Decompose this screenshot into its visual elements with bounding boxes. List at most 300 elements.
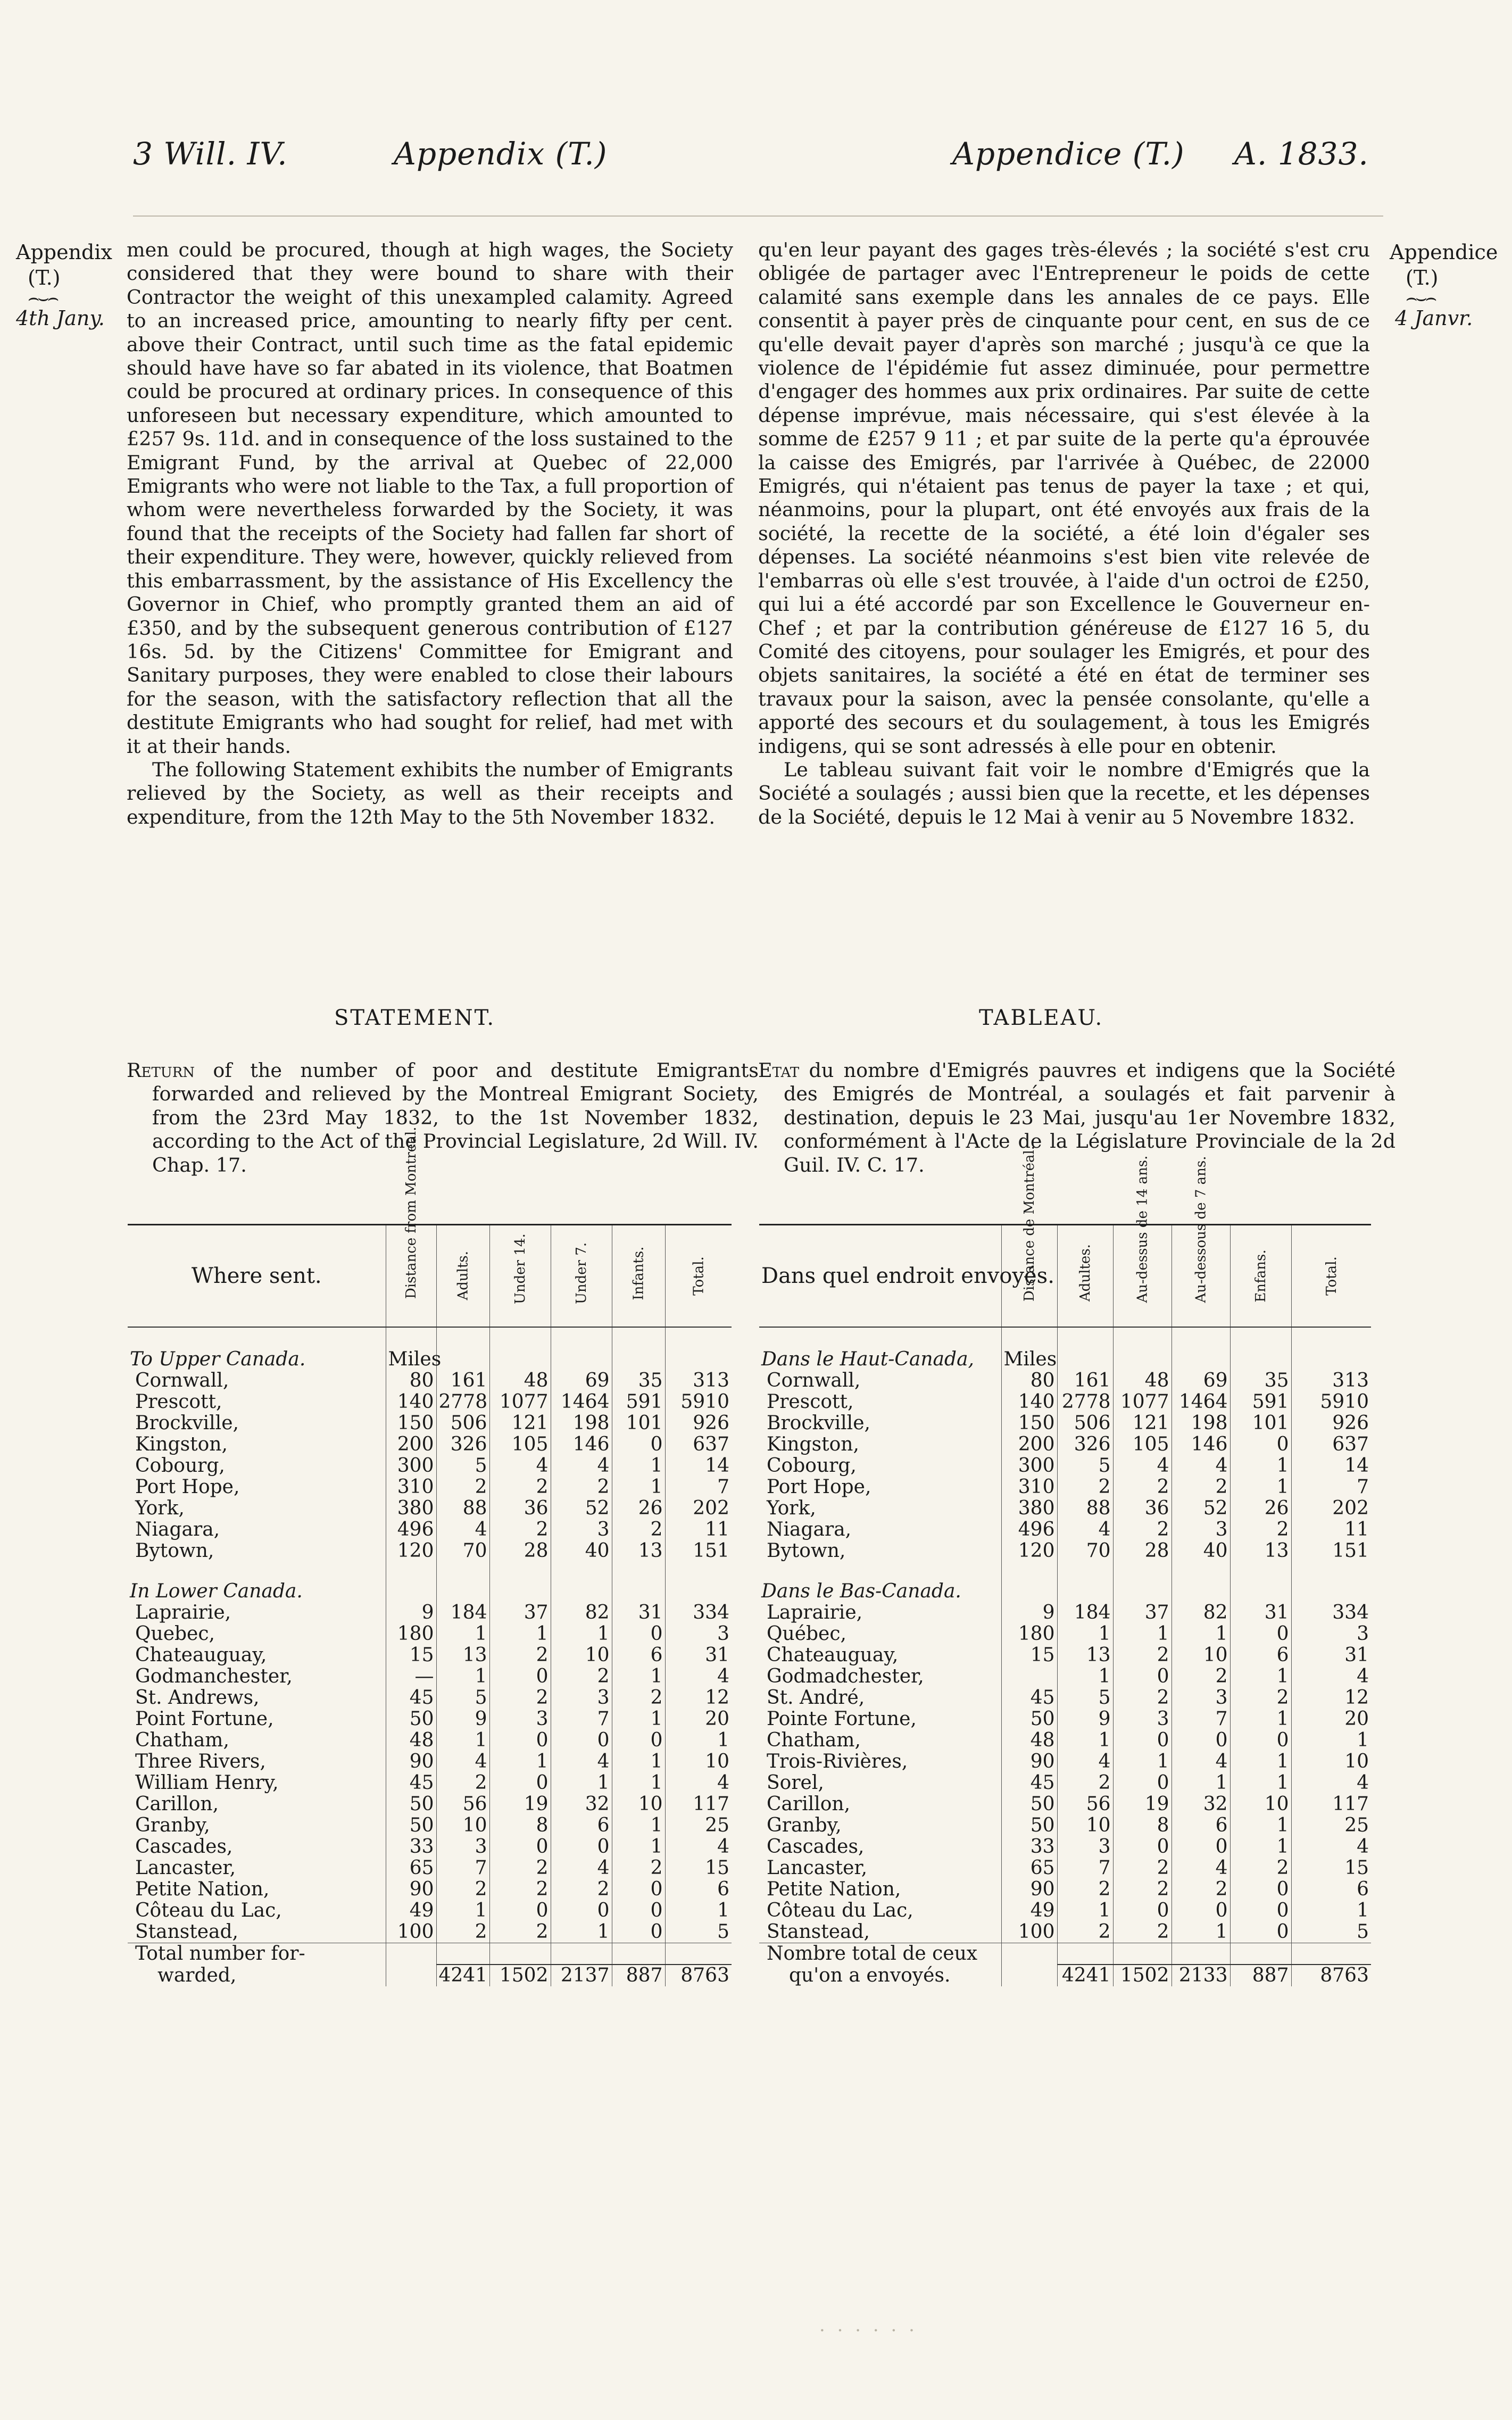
en-table-row	[128, 1645, 732, 1666]
fr-value-cell: 0	[1230, 1900, 1291, 1921]
fr-value-cell: 5910	[1291, 1391, 1371, 1413]
fr-value-cell: 4	[1172, 1455, 1230, 1477]
fr-value-cell: 8	[1113, 1815, 1172, 1836]
en-table-row	[128, 1519, 732, 1540]
return-caption-text: of the number of poor and destitute Emigrants forwarded and relieved by the Montreal Emigrant Society, from the 23rd May 1832, to the 1st November 1832, according to the Act of the Provincial Legislature, 2d Will. IV. Chap. 17.	[152, 1059, 759, 1176]
fr-value-cell: 45	[1001, 1772, 1057, 1794]
return-lead-word: Return	[127, 1059, 195, 1082]
en-value-cell: 1	[612, 1772, 665, 1794]
en-vertical-header-3: Under 14.	[512, 1233, 528, 1304]
fr-value-cell: 2	[1057, 1921, 1113, 1943]
fr-value-cell: 2	[1172, 1879, 1230, 1900]
en-value-cell: 4	[665, 1836, 732, 1858]
fr-value-cell: 6	[1230, 1645, 1291, 1666]
fr-table-row	[759, 1391, 1371, 1413]
en-destination-cell: Cornwall,	[135, 1370, 229, 1391]
en-col-header-1	[386, 1126, 436, 1328]
fr-value-cell: 15	[1001, 1645, 1057, 1666]
fr-value-cell: 80	[1001, 1370, 1057, 1391]
en-table-row	[128, 1772, 732, 1794]
fr-value-cell: 1	[1230, 1815, 1291, 1836]
fr-value-cell: 2	[1113, 1477, 1172, 1498]
en-value-cell: 4	[551, 1858, 612, 1879]
fr-region-cell	[1172, 1581, 1230, 1602]
en-value-cell: 0	[612, 1623, 665, 1645]
fr-destination-cell: Lancaster,	[767, 1857, 868, 1879]
fr-value-cell: 20	[1291, 1709, 1371, 1730]
fr-destination-cell: Port Hope,	[767, 1476, 871, 1498]
en-destination-cell: Point Fortune,	[135, 1708, 274, 1730]
fr-value-cell: 180	[1001, 1623, 1057, 1645]
fr-where-header: Dans quel endroit envoyés.	[761, 1264, 1054, 1288]
en-destination-cell: Granby,	[135, 1814, 210, 1836]
en-destination-cell: Quebec,	[135, 1623, 215, 1645]
fr-value-cell: 1	[1172, 1772, 1230, 1794]
en-value-cell: 151	[665, 1540, 732, 1562]
en-region-label: To Upper Canada.	[130, 1348, 306, 1370]
fr-destination-cell: Granby,	[767, 1814, 842, 1836]
fr-value-cell: 19	[1113, 1794, 1172, 1815]
fr-table-row	[759, 1836, 1371, 1858]
en-value-cell: 2	[489, 1879, 551, 1900]
en-value-cell: 5	[436, 1455, 489, 1477]
fr-gap-cell	[1172, 1562, 1230, 1581]
fr-total-label-1: Nombre total de ceux	[759, 1943, 1001, 1965]
en-value-cell: 0	[551, 1730, 612, 1751]
fr-value-cell: 1	[1057, 1900, 1113, 1921]
en-value-cell: 4	[665, 1666, 732, 1687]
en-gap-cell	[665, 1562, 732, 1581]
en-table-row	[128, 1687, 732, 1709]
fr-value-cell: 101	[1230, 1413, 1291, 1434]
en-vertical-header-1: Distance from Montreal.	[403, 1126, 419, 1299]
fr-value-cell: 4	[1057, 1751, 1113, 1772]
fr-total-row-label	[759, 1943, 1371, 1965]
en-total-row	[128, 1965, 732, 1986]
en-table-row	[128, 1751, 732, 1772]
fr-value-cell: 52	[1172, 1498, 1230, 1519]
en-value-cell: 48	[489, 1370, 551, 1391]
fr-table-row	[759, 1900, 1371, 1921]
en-col-header-0	[128, 1225, 386, 1328]
fr-destination-cell: Côteau du Lac,	[767, 1900, 913, 1921]
fr-value-cell: 3	[1172, 1687, 1230, 1709]
en-value-cell: 31	[612, 1602, 665, 1623]
en-value-cell: 2	[551, 1666, 612, 1687]
en-destination-cell: Cobourg,	[135, 1455, 225, 1477]
fr-region-cell	[1172, 1349, 1230, 1370]
en-spacer-cell	[612, 1327, 665, 1349]
en-spacer-cell	[489, 1327, 551, 1349]
fr-header-row	[759, 1225, 1371, 1328]
en-value-cell: 5	[436, 1687, 489, 1709]
en-value-cell: 326	[436, 1434, 489, 1455]
en-value-cell: 117	[665, 1794, 732, 1815]
en-value-cell: 202	[665, 1498, 732, 1519]
fr-value-cell: 121	[1113, 1413, 1172, 1434]
fr-region-cell	[1113, 1349, 1172, 1370]
en-value-cell: 50	[386, 1794, 436, 1815]
fr-value-cell: 2	[1057, 1772, 1113, 1794]
en-value-cell: 2	[489, 1858, 551, 1879]
fr-value-cell: 0	[1113, 1772, 1172, 1794]
en-value-cell: 36	[489, 1498, 551, 1519]
en-value-cell: 2	[551, 1879, 612, 1900]
fr-value-cell: 31	[1230, 1602, 1291, 1623]
fr-total-value: 1502	[1113, 1965, 1172, 1986]
en-value-cell: 70	[436, 1540, 489, 1562]
en-destination-cell: Laprairie,	[135, 1602, 231, 1623]
fr-table-row	[759, 1772, 1371, 1794]
fr-value-cell: 184	[1057, 1602, 1113, 1623]
en-value-cell: 591	[612, 1391, 665, 1413]
en-value-cell: 1	[436, 1666, 489, 1687]
en-spacer-cell	[665, 1327, 732, 1349]
en-value-cell: 13	[436, 1645, 489, 1666]
fr-value-cell: 33	[1001, 1836, 1057, 1858]
en-value-cell: 2	[436, 1477, 489, 1498]
fr-value-cell: 50	[1001, 1794, 1057, 1815]
fr-region-label: Dans le Haut-Canada,	[761, 1348, 974, 1370]
fr-value-cell: 2	[1113, 1921, 1172, 1943]
fr-value-cell: 2	[1230, 1858, 1291, 1879]
fr-destination-cell: Brockville,	[767, 1412, 870, 1434]
en-value-cell: 49	[386, 1900, 436, 1921]
en-col-header-6	[665, 1225, 732, 1328]
en-value-cell: 1	[436, 1730, 489, 1751]
fr-value-cell	[1001, 1666, 1057, 1687]
fr-total-value: 2133	[1172, 1965, 1230, 1986]
fr-destination-cell: Chatham,	[767, 1729, 861, 1751]
fr-table-row	[759, 1858, 1371, 1879]
en-gap-cell	[128, 1562, 386, 1581]
fr-value-cell: 88	[1057, 1498, 1113, 1519]
fr-total-value: 887	[1230, 1965, 1291, 1986]
en-value-cell: 1	[551, 1623, 612, 1645]
en-col-header-5	[612, 1225, 665, 1328]
en-value-cell: 1	[612, 1455, 665, 1477]
fr-destination-cell: Cobourg,	[767, 1455, 857, 1477]
fr-value-cell: 40	[1172, 1540, 1230, 1562]
fr-value-cell: 3	[1172, 1519, 1230, 1540]
en-col-header-3	[489, 1225, 551, 1328]
fr-value-cell: 1	[1113, 1623, 1172, 1645]
fr-region-row	[759, 1349, 1371, 1370]
en-value-cell: 9	[386, 1602, 436, 1623]
fr-spacer-cell	[1001, 1327, 1057, 1349]
fr-value-cell: 0	[1113, 1730, 1172, 1751]
en-value-cell: 15	[386, 1645, 436, 1666]
en-value-cell: 2	[489, 1921, 551, 1943]
fr-vertical-header-4: Au-dessous de 7 ans.	[1193, 1156, 1209, 1303]
en-table-row	[128, 1666, 732, 1687]
en-value-cell: 9	[436, 1709, 489, 1730]
fr-destination-cell: Petite Nation,	[767, 1878, 901, 1900]
fr-table-row	[759, 1815, 1371, 1836]
etat-caption-text: du nombre d'Emigrés pauvres et indigens que la Société des Emigrés de Montréal, a soulagés et fait parvenir à destination, depuis le 23 Mai, jusqu'au 1er Novembre 1832, conformément à l'Acte de la Législature Provinciale de la 2d Guil. IV. C. 17.	[784, 1059, 1395, 1176]
en-value-cell: 7	[551, 1709, 612, 1730]
fr-value-cell: 1	[1230, 1709, 1291, 1730]
en-table-row	[128, 1709, 732, 1730]
en-value-cell: 1	[489, 1623, 551, 1645]
statement-table-en	[128, 1126, 732, 1986]
fr-value-cell: 1	[1172, 1623, 1230, 1645]
fr-value-cell: 0	[1230, 1921, 1291, 1943]
fr-value-cell: 3	[1113, 1709, 1172, 1730]
en-spacer-cell	[386, 1327, 436, 1349]
en-value-cell: 90	[386, 1879, 436, 1900]
en-total-blank-cell	[436, 1943, 489, 1965]
fr-destination-cell: St. André,	[767, 1687, 865, 1709]
en-value-cell: 121	[489, 1413, 551, 1434]
en-destination-cell: Port Hope,	[135, 1476, 240, 1498]
fr-destination-cell: Laprairie,	[767, 1602, 863, 1623]
en-destination-cell: St. Andrews,	[135, 1687, 260, 1709]
en-gap-cell	[551, 1562, 612, 1581]
fr-value-cell: 2	[1113, 1645, 1172, 1666]
en-value-cell: —	[386, 1666, 436, 1687]
fr-spacer-cell	[1230, 1327, 1291, 1349]
en-value-cell: 32	[551, 1794, 612, 1815]
fr-value-cell: 5	[1057, 1687, 1113, 1709]
fr-table-row	[759, 1794, 1371, 1815]
fr-value-cell: 310	[1001, 1477, 1057, 1498]
fr-total-label-2: qu'on a envoyés.	[789, 1964, 951, 1986]
fr-total-blank-cell	[1001, 1965, 1057, 1986]
en-miles-label: Miles	[386, 1349, 436, 1370]
en-spacer-cell	[551, 1327, 612, 1349]
fr-value-cell: 1	[1230, 1836, 1291, 1858]
fr-value-cell: 146	[1172, 1434, 1230, 1455]
fr-value-cell: 4	[1291, 1836, 1371, 1858]
fr-table-row	[759, 1498, 1371, 1519]
en-table-row	[128, 1477, 732, 1498]
en-value-cell: 120	[386, 1540, 436, 1562]
fr-vertical-header-6: Total.	[1323, 1256, 1340, 1296]
en-value-cell: 0	[551, 1836, 612, 1858]
right-margin-date: 4 Janvr.	[1395, 306, 1473, 330]
en-region-cell	[436, 1581, 489, 1602]
right-margin-appendice: Appendice	[1390, 241, 1498, 264]
fr-destination-cell: Stanstead,	[767, 1921, 870, 1943]
fr-table-row	[759, 1921, 1371, 1943]
print-smudge-mark: · · · · · ·	[819, 2320, 918, 2341]
en-region-cell	[612, 1349, 665, 1370]
en-destination-cell: Carillon,	[135, 1793, 219, 1815]
fr-value-cell: 0	[1113, 1666, 1172, 1687]
en-spacer-row	[128, 1327, 732, 1349]
en-value-cell: 1	[665, 1900, 732, 1921]
en-table-row	[128, 1391, 732, 1413]
en-value-cell: 26	[612, 1498, 665, 1519]
fr-value-cell: 36	[1113, 1498, 1172, 1519]
en-destination-cell: Prescott,	[135, 1391, 222, 1413]
en-value-cell: 15	[665, 1858, 732, 1879]
en-total-blank-cell	[612, 1943, 665, 1965]
fr-vertical-header-2: Adultes.	[1077, 1244, 1093, 1302]
en-region-cell	[665, 1581, 732, 1602]
fr-value-cell: 2	[1113, 1687, 1172, 1709]
fr-value-cell: 1077	[1113, 1391, 1172, 1413]
en-destination-cell: Cascades,	[135, 1836, 233, 1858]
fr-value-cell: 37	[1113, 1602, 1172, 1623]
fr-value-cell: 326	[1057, 1434, 1113, 1455]
fr-table-row	[759, 1751, 1371, 1772]
fr-value-cell: 11	[1291, 1519, 1371, 1540]
en-gap-cell	[489, 1562, 551, 1581]
fr-value-cell: 313	[1291, 1370, 1371, 1391]
en-region-cell	[612, 1581, 665, 1602]
en-value-cell: 2	[436, 1921, 489, 1943]
en-destination-cell: Stanstead,	[135, 1921, 238, 1943]
fr-value-cell: 10	[1172, 1645, 1230, 1666]
fr-destination-cell: Carillon,	[767, 1793, 851, 1815]
fr-value-cell: 926	[1291, 1413, 1371, 1434]
fr-col-header-0	[759, 1225, 1054, 1328]
fr-region-row	[759, 1581, 1371, 1602]
fr-miles-label: Miles	[1001, 1349, 1057, 1370]
fr-value-cell: 105	[1113, 1434, 1172, 1455]
fr-value-cell: 150	[1001, 1413, 1057, 1434]
en-region-label: In Lower Canada.	[130, 1580, 303, 1602]
fr-value-cell: 4	[1057, 1519, 1113, 1540]
en-value-cell: 0	[551, 1900, 612, 1921]
french-paragraph-1: qu'en leur payant des gages très-élevés ; la société s'est cru obligée de partager avec l'Entrepreneur le poids de cette calamité sans exemple dans les annales de ce pays. Elle consentit à payer près de cinquante pour cent, en sus de ce qu'elle devait payer d'après son marché ; jusqu'à ce que la violence de l'épidémie fut assez diminuée, pour permettre d'engager des hommes aux prix ordinaires. Par suite de cette dépense imprévue, mais nécessaire, qui s'est élevée à la somme de £257 9 11 ; et par suite de la perte qu'a éprouvée la caisse des Emigrés, par l'arrivée à Québec, de 22000 Emigrés, qui n'étaient pas tenus de payer la taxe ; et qui, néanmoins, pour la plupart, ont été envoyés aux frais de la société, la recette de la société, a été loin d'égaler ses dépenses. La société néanmoins s'est bien vite relevée de l'embarras où elle s'est trouvée, à l'aide d'un octroi de £250, qui lui a été accordé par son Excellence le Gouverneur en-Chef ; et par la contribution généreuse de £127 16 5, du Comité des citoyens, pour soulager les Emigrés, et pour des objets sanitaires, la société a été en état de terminer ses travaux pour la saison, avec la pensée consolante, qu'elle a apporté des secours et du soulagement, à tous les Emigrés indigens, qui se sont adressés à elle pour en obtenir.	[758, 238, 1370, 758]
fr-col-header-2	[1057, 1225, 1113, 1328]
en-value-cell: 313	[665, 1370, 732, 1391]
en-value-cell: 50	[386, 1709, 436, 1730]
fr-value-cell: 10	[1057, 1815, 1113, 1836]
fr-value-cell: 50	[1001, 1815, 1057, 1836]
en-value-cell: 3	[665, 1623, 732, 1645]
fr-region-cell	[1230, 1349, 1291, 1370]
en-value-cell: 0	[489, 1772, 551, 1794]
en-value-cell: 4	[436, 1519, 489, 1540]
en-value-cell: 1464	[551, 1391, 612, 1413]
fr-value-cell: 50	[1001, 1709, 1057, 1730]
en-value-cell: 140	[386, 1391, 436, 1413]
fr-value-cell: 45	[1001, 1687, 1057, 1709]
fr-spacer-cell	[1172, 1327, 1230, 1349]
en-table-row	[128, 1370, 732, 1391]
en-value-cell: 33	[386, 1836, 436, 1858]
fr-value-cell: 0	[1172, 1836, 1230, 1858]
en-destination-cell: Chatham,	[135, 1729, 229, 1751]
en-destination-cell: Godmanchester,	[135, 1665, 293, 1687]
fr-spacer-cell	[1113, 1327, 1172, 1349]
en-destination-cell: Côteau du Lac,	[135, 1900, 282, 1921]
fr-value-cell: 5	[1057, 1455, 1113, 1477]
en-table-row	[128, 1900, 732, 1921]
en-destination-cell: York,	[135, 1497, 185, 1519]
fr-value-cell: 506	[1057, 1413, 1113, 1434]
en-value-cell: 0	[489, 1730, 551, 1751]
fr-value-cell: 140	[1001, 1391, 1057, 1413]
fr-spacer-cell	[1057, 1327, 1113, 1349]
fr-table-row	[759, 1602, 1371, 1623]
en-header-row	[128, 1225, 732, 1328]
en-value-cell: 0	[489, 1836, 551, 1858]
en-value-cell: 7	[665, 1477, 732, 1498]
en-table-row	[128, 1730, 732, 1751]
fr-destination-cell: Prescott,	[767, 1391, 854, 1413]
fr-value-cell: 117	[1291, 1794, 1371, 1815]
fr-table-row	[759, 1687, 1371, 1709]
en-value-cell: 28	[489, 1540, 551, 1562]
fr-value-cell: 12	[1291, 1687, 1371, 1709]
fr-value-cell: 1	[1057, 1623, 1113, 1645]
en-total-blank-cell	[386, 1943, 436, 1965]
en-value-cell: 11	[665, 1519, 732, 1540]
fr-value-cell: 1	[1230, 1666, 1291, 1687]
fr-region-label: Dans le Bas-Canada.	[761, 1580, 961, 1602]
fr-value-cell: 90	[1001, 1879, 1057, 1900]
en-table-row	[128, 1413, 732, 1434]
fr-table-row	[759, 1540, 1371, 1562]
en-value-cell: 184	[436, 1602, 489, 1623]
fr-value-cell: 1464	[1172, 1391, 1230, 1413]
en-value-cell: 5910	[665, 1391, 732, 1413]
en-value-cell: 13	[612, 1540, 665, 1562]
fr-vertical-header-5: Enfans.	[1252, 1249, 1269, 1303]
fr-value-cell: 65	[1001, 1858, 1057, 1879]
header-appendix-title-en: Appendix (T.)	[394, 136, 608, 172]
fr-value-cell: 202	[1291, 1498, 1371, 1519]
en-value-cell: 4	[489, 1455, 551, 1477]
fr-total-row	[759, 1965, 1371, 1986]
en-value-cell: 3	[436, 1836, 489, 1858]
fr-destination-cell: Niagara,	[767, 1519, 852, 1540]
fr-destination-cell: Québec,	[767, 1623, 846, 1645]
en-table-row	[128, 1498, 732, 1519]
en-value-cell: 10	[551, 1645, 612, 1666]
en-value-cell: 8	[489, 1815, 551, 1836]
en-value-cell: 0	[489, 1666, 551, 1687]
fr-value-cell: 496	[1001, 1519, 1057, 1540]
en-total-value: 887	[612, 1965, 665, 1986]
statement-title: STATEMENT.	[334, 1006, 496, 1030]
en-destination-cell: Niagara,	[135, 1519, 220, 1540]
fr-total-blank-cell	[1291, 1943, 1371, 1965]
en-value-cell: 10	[436, 1815, 489, 1836]
en-where-header: Where sent.	[191, 1264, 322, 1288]
fr-value-cell: 2	[1230, 1519, 1291, 1540]
en-value-cell: 1077	[489, 1391, 551, 1413]
fr-value-cell: 198	[1172, 1413, 1230, 1434]
en-total-label-2: warded,	[157, 1964, 237, 1986]
fr-value-cell: 0	[1113, 1900, 1172, 1921]
en-value-cell: 1	[436, 1623, 489, 1645]
fr-table-row	[759, 1477, 1371, 1498]
en-destination-cell: Kingston,	[135, 1433, 228, 1455]
english-text-column	[127, 238, 733, 829]
en-table-row	[128, 1455, 732, 1477]
en-value-cell: 0	[612, 1730, 665, 1751]
left-margin-date: 4th Jany.	[16, 306, 105, 330]
en-table-row	[128, 1623, 732, 1645]
french-text-column	[758, 238, 1370, 829]
fr-region-cell	[1291, 1581, 1371, 1602]
en-value-cell: 150	[386, 1413, 436, 1434]
en-total-value: 2137	[551, 1965, 612, 1986]
fr-table-row	[759, 1666, 1371, 1687]
en-value-cell: 1	[612, 1751, 665, 1772]
fr-spacer-cell	[1291, 1327, 1371, 1349]
fr-col-header-3	[1113, 1155, 1172, 1328]
en-value-cell: 334	[665, 1602, 732, 1623]
en-total-blank-cell	[665, 1943, 732, 1965]
fr-value-cell: 69	[1172, 1370, 1230, 1391]
